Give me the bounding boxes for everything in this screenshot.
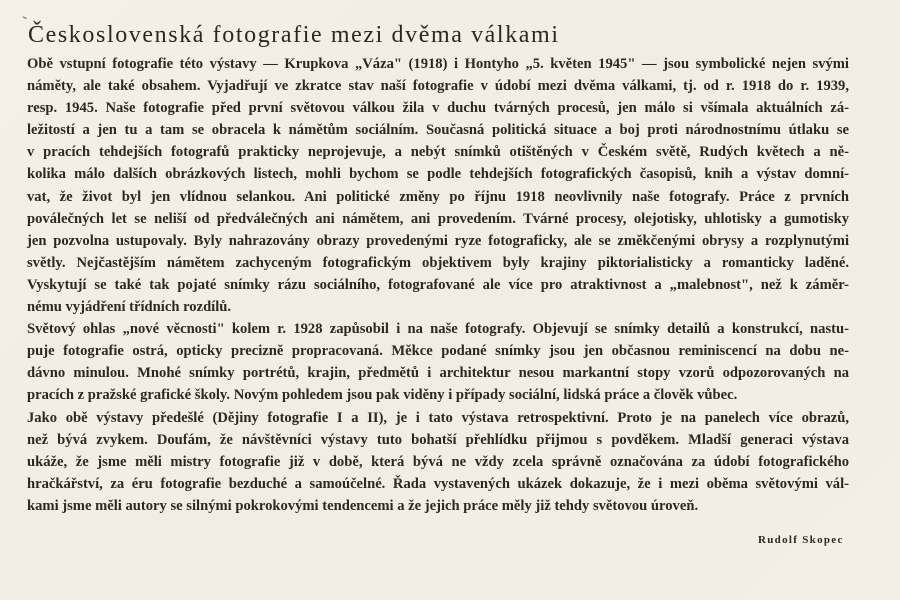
text-line: než bývá zvykem. Doufám, že návštěvníci výstavy tuto bohatší přehlídku přijmou s povděkem. Mladší generaci výstava xyxy=(27,431,849,448)
text-line: náměty, ale také obsahem. Vyjadřují ve zkratce stav naší fotografie v údobí mezi dvěma válkami, tj. od r. 1918 do r. 1939, xyxy=(27,78,849,95)
text-line: ukáže, že jsme měli mistry fotografie již v době, která bývá ne vždy zcela správně označována za údobí fotografického xyxy=(27,453,849,470)
text-line: jen pozvolna ustupovaly. Byly nahrazovány obrazy provedenými ryze fotograficky, ale se změkčenými obrysy a rozplynutými xyxy=(27,232,849,249)
text-line: kolika málo dalších obrázkových listech, mohli bychom se podle tehdejších fotografických časopisů, knih a výstav domní- xyxy=(27,166,849,183)
text-line: vat, že život byl jen vlídnou selankou. Ani politické změny po říjnu 1918 neovlivnily naše fotografy. Práce z prvních xyxy=(27,188,849,205)
article-body xyxy=(27,53,849,517)
text-line: nému vyjádření třídních rozdílů. xyxy=(27,299,232,316)
text-line: kami jsme měli autory se silnými pokrokovými tendencemi a že jejich práce měly již tehdy světovou úroveň. xyxy=(27,497,699,514)
text-line: poválečných let se neliší od předválečných ani námětem, ani provedením. Tvárné procesy, olejotisky, uhlotisky a gumotisky xyxy=(27,210,849,227)
text-line: Obě vstupní fotografie této výstavy — Krupkova „Váza" (1918) i Hontyho „5. květen 1945" — jsou symbolické nejen svými xyxy=(27,56,849,72)
text-line: Světový ohlas „nové věcnosti" kolem r. 1928 zapůsobil i na naše fotografy. Objevují se snímky detailů a konstrukcí, nastu- xyxy=(27,321,849,338)
text-line: puje fotografie ostrá, opticky precizně propracovaná. Měkce podané snímky jsou jen občasnou reminiscencí na dobu ne- xyxy=(27,343,849,360)
text-line: pracích z pražské grafické školy. Novým pohledem jsou pak viděny i případy sociální, lidská práce a člověk vůbec. xyxy=(27,387,738,404)
text-line: dávno minulou. Mnohé snímky portrétů, krajin, předmětů i architektur nesou markantní stopy vzorů odpozorovaných na xyxy=(27,365,849,382)
page-title: Československá fotografie mezi dvěma válkami xyxy=(28,22,560,49)
text-line: Jako obě výstavy předešlé (Dějiny fotografie I a II), je i tato výstava retrospektivní. Proto je na panelech více obrazů, xyxy=(27,409,849,426)
tick-mark xyxy=(21,16,26,21)
text-line: Vyskytují se také tak pojaté snímky rázu sociálního, fotografované ale více pro atraktivnost a „malebnost", než k záměr- xyxy=(27,276,849,293)
text-line: v pracích tehdejších fotografů prakticky neprojevuje, a nebýt snímků otištěných v Českém světě, Rudých květech a ně- xyxy=(27,144,849,161)
text-line: ležitostí a jen tu a tam se obracela k námětům sociálním. Současná politická situace a boj proti národnostnímu útlaku se xyxy=(27,122,849,139)
text-line: světly. Nejčastějším námětem zachyceným fotografickým objektivem byly krajiny piktorialisticky a romanticky laděné. xyxy=(27,254,849,271)
author-signature: Rudolf Skopec xyxy=(758,534,844,546)
text-line: resp. 1945. Naše fotografie před první světovou válkou žila v duchu tvárných procesů, jen málo si všímala aktuálních zá- xyxy=(27,100,849,117)
text-line: hračkářství, za éru fotografie bezduché a samoúčelné. Řada vystavených ukázek dokazuje, že i mezi oběma světovými vál- xyxy=(27,475,849,492)
